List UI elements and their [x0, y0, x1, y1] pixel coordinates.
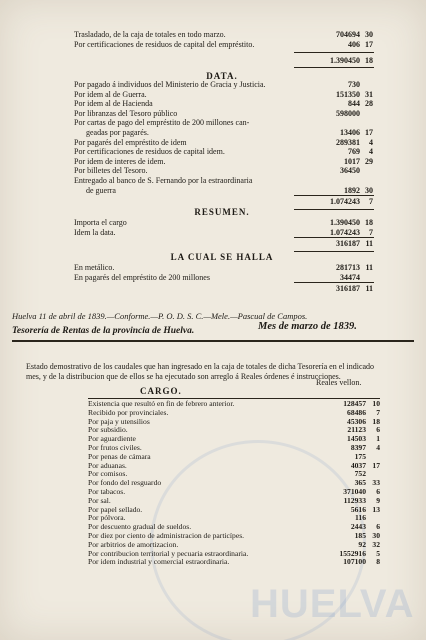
ledger-row — [74, 273, 370, 283]
ledger-row-label: Por contribucion territorial y pecuaria estraordinaria. — [88, 548, 249, 558]
ledger-row-cents: 6 — [376, 522, 380, 532]
ledger-row-cents: 30 — [365, 185, 373, 195]
ledger-row-label: Por arbitrios de amortizacion. — [88, 539, 179, 549]
month-header: Mes de marzo de 1839. — [258, 321, 357, 332]
ledger-row — [74, 89, 373, 100]
ledger-row-label: Por diez por ciento de administracion de particípes. — [88, 530, 245, 540]
data-title: DATA. — [206, 71, 238, 81]
cargo-title: CARGO. — [140, 386, 182, 396]
ledger-row-label: En metálico. — [74, 263, 115, 272]
ledger-row-label: Por aduanas. — [88, 460, 127, 470]
ledger-row-amount: 45306 — [347, 416, 366, 426]
ledger-row-cents: 9 — [376, 495, 380, 505]
ledger-row-cents: 4 — [376, 442, 380, 452]
ledger-row-amount: 5616 — [350, 504, 366, 514]
ledger-row-label: Por idem al de Hacienda — [74, 99, 153, 109]
ledger-row-label: geadas por pagarés. — [86, 127, 149, 137]
ledger-row — [74, 99, 373, 109]
resumen-total: 316187 11 — [336, 239, 373, 248]
ledger-row-cents: 4 — [369, 147, 373, 157]
rule — [294, 67, 374, 68]
ledger-row-label: Idem la data. — [74, 227, 116, 237]
ledger-row-cents: 5 — [376, 548, 380, 558]
ledger-row — [74, 118, 370, 128]
ledger-row-label: Por idem al de Guerra. — [74, 89, 147, 99]
ledger-row-amount: 1.390450 — [330, 218, 360, 227]
ledger-row-label: Por fondo del resguardo — [88, 478, 162, 488]
ledger-row-cents: 17 — [365, 127, 373, 137]
ledger-row-amount: 4037 — [350, 460, 366, 470]
ledger-row-amount: 365 — [354, 478, 366, 488]
ledger-row-label: Por paja y utensilios — [88, 416, 150, 426]
ledger-row-amount: 92 — [358, 539, 366, 549]
ledger-row-cents: 18 — [365, 218, 373, 227]
ledger-row — [88, 418, 380, 427]
ledger-row-cents: 7 — [376, 407, 380, 417]
data-total: 1.074243 7 — [330, 197, 373, 206]
top-rows — [74, 30, 373, 49]
ledger-row-cents: 11 — [365, 263, 373, 272]
rule — [294, 237, 374, 238]
ledger-row-label: Por idem industrial y comercial estraordinaria. — [88, 557, 230, 567]
header-rule — [12, 340, 414, 342]
ledger-row — [74, 127, 373, 138]
ledger-row-amount: 704694 — [336, 30, 360, 39]
ledger-row-label: Por libranzas del Tesoro público — [74, 108, 178, 118]
ledger-row-amount: 21123 — [347, 425, 366, 435]
ledger-row-label: Por pagado á individuos del Ministerio de Gracia y Justicia. — [74, 80, 266, 89]
ledger-row-amount: 844 — [348, 99, 360, 109]
ledger-row-amount: 14503 — [347, 434, 366, 444]
ledger-row-amount: 36450 — [340, 166, 360, 176]
rule — [294, 282, 374, 283]
ledger-row-amount: 2443 — [350, 522, 366, 532]
intro-paragraph: Estado demostrativo de los caudales que han ingresado en la caja de totales de dicha Tesorería en el indicado mes, y de la distribucion que de ellos se ha ejecutado son arreglo á Reales órdenes é instrucciones. — [26, 362, 375, 381]
ledger-row-amount: 107100 — [343, 557, 366, 567]
ledger-row-amount: 1.074243 — [330, 227, 360, 237]
halla-total: 316187 11 — [336, 284, 373, 293]
ledger-row-label: Por certificaciones de residuos de capital del empréstito. — [74, 39, 255, 49]
ledger-row-amount: 13406 — [340, 127, 360, 137]
ledger-row-label: Por sal. — [88, 495, 111, 505]
ledger-row-amount: 151350 — [336, 89, 360, 99]
ledger-row — [74, 227, 373, 238]
ledger-row-label: Por pólvora. — [88, 513, 126, 523]
ledger-row-amount: 598000 — [336, 108, 360, 118]
ledger-row-cents: 6 — [376, 486, 380, 496]
ledger-row-cents: 29 — [365, 156, 373, 166]
ledger-row-amount: 289381 — [336, 137, 360, 147]
ledger-row-label: Por billetes del Tesoro. — [74, 166, 148, 176]
ledger-row — [74, 30, 373, 40]
ledger-row-label: Por cartas de pago del empréstito de 200 millones can- — [74, 118, 250, 128]
ledger-row-amount: 406 — [348, 39, 360, 49]
ledger-row-amount: 112933 — [343, 495, 366, 505]
ledger-row-cents: 8 — [376, 557, 380, 567]
signature-line: Huelva 11 de abril de 1839.—Conforme.—P. O. D. S. C.—Mele.—Pascual de Campos. — [12, 311, 308, 321]
seal-watermark-text: HUELVA — [250, 582, 415, 626]
ledger-row-label: Por tabacos. — [88, 486, 126, 496]
ledger-row-amount: 175 — [354, 451, 366, 461]
ledger-row — [74, 39, 373, 50]
rule — [294, 195, 374, 196]
ledger-row-label: Por subsidio. — [88, 425, 128, 435]
ledger-row-amount: 8397 — [350, 442, 366, 452]
ledger-row-cents: 28 — [365, 99, 373, 109]
halla-title-wrap — [74, 251, 370, 263]
ledger-row-cents: 30 — [372, 530, 380, 540]
ledger-row — [88, 462, 380, 471]
ledger-row-cents: 30 — [365, 30, 373, 39]
ledger-row-label: de guerra — [86, 185, 116, 195]
resumen-title: RESUMEN. — [194, 207, 250, 217]
halla-title: LA CUAL SE HALLA — [170, 252, 274, 262]
ledger-row-cents: 18 — [372, 416, 380, 426]
ledger-row-amount: 1892 — [344, 185, 360, 195]
ledger-row — [74, 176, 370, 186]
ledger-row-amount: 128457 — [343, 399, 366, 408]
ledger-row-label: Por comisos. — [88, 469, 128, 479]
ledger-row — [74, 156, 373, 167]
ledger-row-cents: 33 — [372, 478, 380, 488]
ledger-row-cents: 32 — [372, 539, 380, 549]
ledger-row-label: Recibido por provinciales. — [88, 407, 169, 417]
ledger-row-amount: 769 — [348, 147, 360, 157]
ledger-row — [88, 558, 380, 567]
ledger-row-amount: 752 — [354, 469, 366, 479]
treasury-header: Tesorería de Rentas de la provincia de Huelva. — [12, 326, 195, 336]
ledger-row-label: Trasladado, de la caja de totales en todo marzo. — [74, 30, 226, 39]
halla-rows — [74, 263, 373, 282]
ledger-row — [74, 263, 373, 273]
ledger-row-amount: 34474 — [340, 272, 360, 282]
ledger-row-amount: 185 — [354, 530, 366, 540]
top-total: 1.390450 18 — [330, 56, 373, 65]
ledger-row-amount: 730 — [348, 80, 360, 89]
ledger-row — [74, 185, 373, 196]
ledger-row-cents: 17 — [365, 39, 373, 49]
ledger-row-label: En pagarés del empréstito de 200 millones — [74, 272, 210, 282]
ledger-row — [74, 166, 370, 176]
ledger-row — [74, 218, 373, 228]
ledger-row-label: Por aguardiente — [88, 434, 136, 444]
ledger-row-label: Importa el cargo — [74, 218, 127, 227]
ledger-row — [88, 453, 380, 462]
ledger-row-cents: 1 — [376, 434, 380, 444]
ledger-row — [74, 80, 370, 90]
reales-label: Reales vellon. — [316, 378, 362, 387]
ledger-row-amount: 68486 — [347, 407, 366, 417]
ledger-row — [88, 479, 380, 488]
ledger-row — [74, 109, 370, 119]
ledger-row — [74, 147, 373, 157]
ledger-row-cents: 17 — [372, 460, 380, 470]
ledger-row-amount: 1552916 — [339, 548, 366, 558]
ledger-row-cents: 7 — [369, 227, 373, 237]
ledger-row-label: Por certificaciones de residuos de capital idem. — [74, 147, 225, 157]
ledger-row-label: Por idem de interes de idem. — [74, 156, 166, 166]
ledger-row-amount: 281713 — [336, 263, 360, 272]
ledger-row-cents: 31 — [365, 89, 373, 99]
cargo-rows — [88, 400, 380, 567]
ledger-row-cents: 6 — [376, 425, 380, 435]
ledger-row-label: Por penas de cámara — [88, 451, 151, 461]
ledger-row-amount: 1017 — [344, 156, 360, 166]
ledger-row — [88, 506, 380, 515]
ledger-row-label: Por papel sellado. — [88, 504, 143, 514]
ledger-row-amount: 116 — [355, 513, 366, 523]
resumen-rows — [74, 218, 373, 237]
ledger-row-cents: 13 — [372, 504, 380, 514]
ledger-row-cents: 4 — [369, 137, 373, 147]
ledger-row — [74, 137, 373, 148]
ledger-row-amount: 371040 — [343, 486, 366, 496]
rule — [294, 52, 374, 53]
ledger-row-cents: 10 — [372, 399, 380, 408]
ledger-row-label: Entregado al banco de S. Fernando por la estraordinaria — [74, 175, 253, 185]
ledger-row-label: Por frutos civiles. — [88, 442, 142, 452]
data-rows — [74, 80, 373, 195]
ledger-row-label: Por descuento gradual de sueldos. — [88, 522, 192, 532]
ledger-row-label: Existencia que resultó en fin de febrero anterior. — [88, 399, 235, 408]
ledger-row — [88, 488, 380, 497]
resumen-title-wrap — [74, 206, 370, 218]
ledger-row-label: Por pagarés del empréstito de idem — [74, 137, 187, 147]
